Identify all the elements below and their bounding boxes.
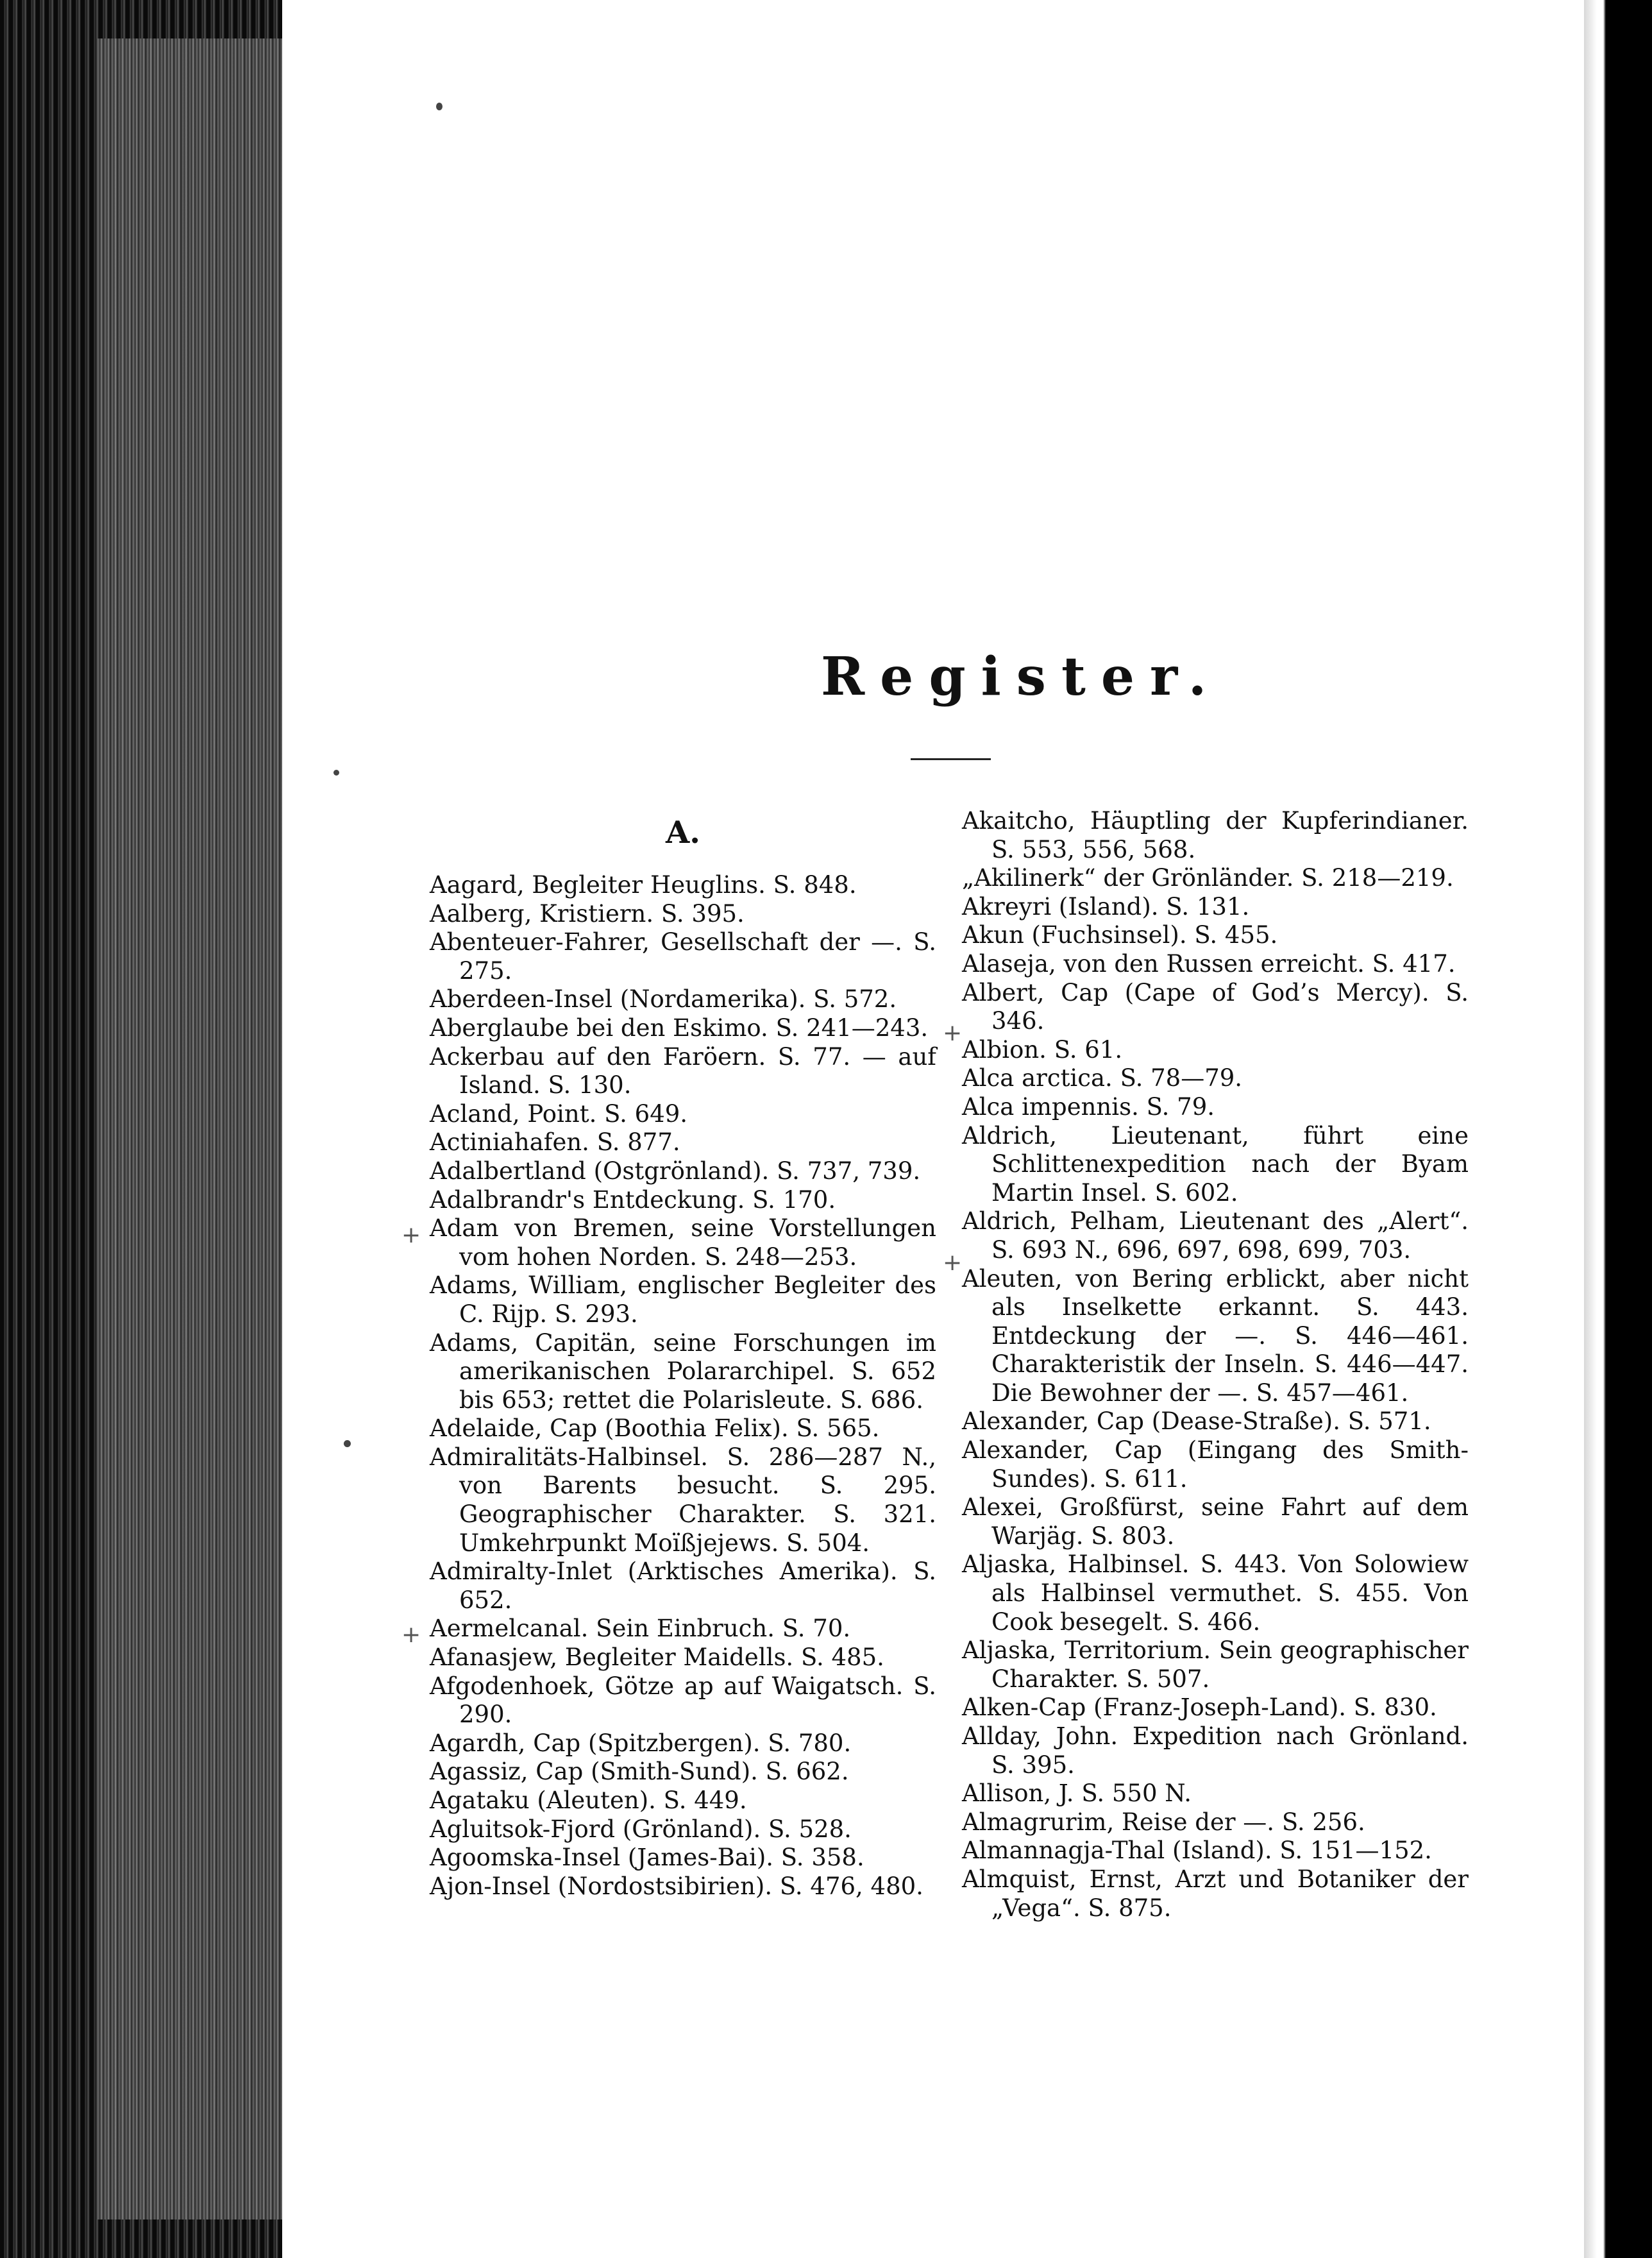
right-index-column (962, 807, 1469, 1923)
index-entry: Almannagja-Thal (Island). S. 151—152. (962, 1837, 1432, 1865)
index-entry: Adams, William, englischer Begleiter des C. Rijp. S. 293. (430, 1271, 936, 1328)
index-entry: Aldrich, Pelham, Lieutenant des „Alert“. S. 693 N., 696, 697, 698, 699, 703. (962, 1207, 1469, 1264)
index-entry: Alaseja, von den Russen erreicht. S. 417. (962, 949, 1456, 978)
index-entry: Acland, Point. S. 649. (430, 1099, 688, 1128)
index-entry: Aljaska, Territorium. Sein geographischer Charakter. S. 507. (962, 1636, 1469, 1693)
index-entry: Admiralitäts-Halbinsel. S. 286—287 N., von Barents besucht. S. 295. Geographischer Charakter. S. 321. Umkehrpunkt Moïßjejews. S. 504. (430, 1443, 936, 1557)
index-entry: Alexander, Cap (Eingang des Smith-Sundes). S. 611. (962, 1436, 1469, 1493)
index-entry: Afgodenhoek, Götze ap auf Waigatsch. S. 290. (430, 1672, 936, 1729)
index-entry: Albert, Cap (Cape of God’s Mercy). S. 346. (962, 978, 1469, 1035)
margin-plus-mark: + (943, 1020, 963, 1046)
index-entry: Aalberg, Kristiern. S. 395. (430, 899, 745, 928)
index-entry: Agoomska-Insel (James-Bai). S. 358. (430, 1844, 864, 1872)
index-entry: Akun (Fuchsinsel). S. 455. (962, 921, 1278, 949)
page-title: Register. (821, 646, 1222, 708)
index-entry: Alexander, Cap (Dease-Straße). S. 571. (962, 1407, 1431, 1436)
margin-plus-mark: + (943, 1250, 963, 1276)
index-entry: Alca arctica. S. 78—79. (962, 1064, 1243, 1092)
book-page-edges (0, 0, 282, 2258)
index-entry: Adelaide, Cap (Boothia Felix). S. 565. (430, 1414, 880, 1443)
index-entry: Afanasjew, Begleiter Maidells. S. 485. (430, 1643, 884, 1672)
index-entry: Actiniahafen. S. 877. (430, 1128, 680, 1157)
index-entry: Alexei, Großfürst, seine Fahrt auf dem Warjäg. S. 803. (962, 1493, 1469, 1550)
index-entry: Aberglaube bei den Eskimo. S. 241—243. (430, 1014, 929, 1042)
index-entry: Aagard, Begleiter Heuglins. S. 848. (430, 871, 857, 899)
index-entry: Aldrich, Lieutenant, führt eine Schlittenexpedition nach der Byam Martin Insel. S. 602. (962, 1121, 1469, 1207)
index-entry: „Akilinerk“ der Grönländer. S. 218—219. (962, 864, 1454, 892)
index-entry: Aermelcanal. Sein Einbruch. S. 70. (430, 1615, 851, 1643)
scan-speck (333, 770, 339, 776)
page-gutter-right (1584, 0, 1652, 2258)
scan-speck (344, 1440, 351, 1447)
index-entry: Akreyri (Island). S. 131. (962, 892, 1250, 921)
index-entry: Adalbrandr's Entdeckung. S. 170. (430, 1185, 836, 1214)
index-entry: Agardh, Cap (Spitzbergen). S. 780. (430, 1729, 852, 1757)
index-entry: Albion. S. 61. (962, 1035, 1123, 1064)
title-divider (911, 758, 991, 760)
index-entry: Almquist, Ernst, Arzt und Botaniker der „Vega“. S. 875. (962, 1865, 1469, 1922)
scan-speck (436, 103, 442, 110)
index-entry: Alken-Cap (Franz-Joseph-Land). S. 830. (962, 1694, 1437, 1722)
left-index-column (430, 807, 936, 1901)
section-letter: A. (666, 815, 700, 851)
index-entry: Abenteuer-Fahrer, Gesellschaft der —. S. 275. (430, 928, 936, 985)
margin-plus-mark: + (401, 1622, 421, 1648)
index-entry: Almagrurim, Reise der —. S. 256. (962, 1808, 1365, 1836)
page-edge-stack (96, 38, 282, 2220)
index-entry: Agassiz, Cap (Smith-Sund). S. 662. (430, 1758, 849, 1786)
index-entry: Adam von Bremen, seine Vorstellungen vom hohen Norden. S. 248—253. (430, 1214, 936, 1271)
index-entry: Ajon-Insel (Nordostsibirien). S. 476, 480. (430, 1872, 923, 1900)
index-entry: Admiralty-Inlet (Arktisches Amerika). S. 652. (430, 1558, 936, 1614)
index-entry: Aberdeen-Insel (Nordamerika). S. 572. (430, 985, 897, 1014)
index-entry: Ackerbau auf den Faröern. S. 77. — auf Island. S. 130. (430, 1042, 936, 1099)
index-entry: Allday, John. Expedition nach Grönland. S. 395. (962, 1722, 1469, 1779)
index-entry: Agataku (Aleuten). S. 449. (430, 1787, 747, 1814)
index-entry: Adalbertland (Ostgrönland). S. 737, 739. (430, 1157, 921, 1185)
index-entry: Akaitcho, Häuptling der Kupferindianer. S. 553, 556, 568. (962, 807, 1469, 863)
index-entry: Adams, Capitän, seine Forschungen im amerikanischen Polararchipel. S. 652 bis 653; rettet die Polarisleute. S. 686. (430, 1328, 936, 1414)
index-entry: Aljaska, Halbinsel. S. 443. Von Solowiew als Halbinsel vermuthet. S. 455. Von Cook besegelt. S. 466. (962, 1550, 1469, 1636)
index-entry: Agluitsok-Fjord (Grönland). S. 528. (430, 1815, 852, 1843)
margin-plus-mark: + (401, 1222, 421, 1248)
index-entry: Aleuten, von Bering erblickt, aber nicht als Inselkette erkannt. S. 443. Entdeckung der —. S. 446—461. Charakteristik der Inseln. S. 446—447. Die Bewohner der —. S. 457—461. (962, 1264, 1469, 1407)
index-entry: Alca impennis. S. 79. (962, 1092, 1215, 1121)
index-entry: Allison, J. S. 550 N. (962, 1779, 1192, 1808)
